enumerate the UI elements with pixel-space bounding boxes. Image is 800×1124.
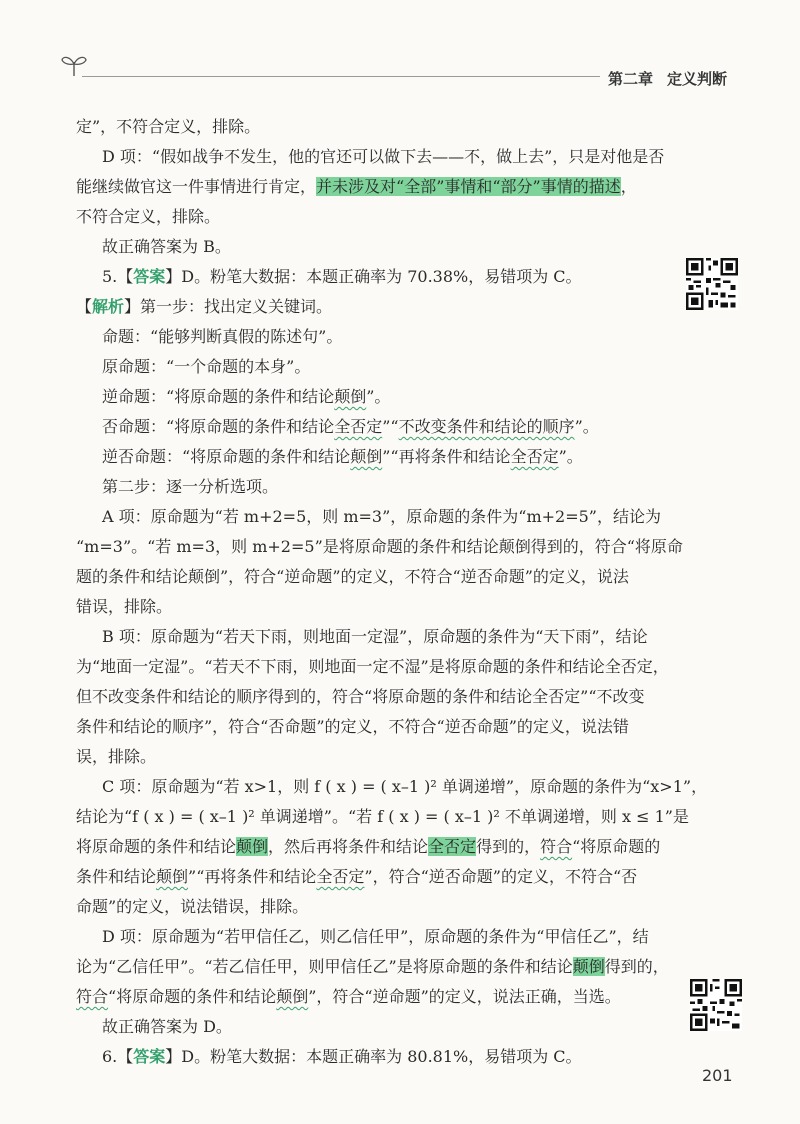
text-run: ”“再将条件和结论 [382,447,511,466]
text-run: D 项：原命题为“若甲信任乙，则乙信任甲”，原命题的条件为“甲信任乙”，结 [102,927,649,946]
page-header [0,0,800,100]
text-run: 题的条件和结论颠倒”，符合“逆命题”的定义，不符合“逆否命题”的定义，说法 [76,567,629,586]
text-run: 原命题：“一个命题的本身”。 [102,357,311,376]
text-line [102,1012,232,1042]
text-line [76,802,689,832]
text-run: 否命题：“将原命题的条件和结论 [102,417,335,436]
wavy-underline: 符合 [76,987,109,1006]
qr-code-icon[interactable] [686,258,738,310]
text-run: 得到的， [604,957,669,976]
label-tag: 答案 [133,1047,166,1066]
text-run: 命题”的定义，说法错误，排除。 [76,897,309,916]
text-run: 5.【 [102,267,134,286]
text-line [76,562,629,592]
text-run: B 项：原命题为“若天下雨，则地面一定湿”，原命题的条件为“天下雨”，结论 [102,627,648,646]
wavy-underline: 全否定 [334,417,383,436]
text-run: ”，符合“逆否命题”的定义，不符合“否 [364,867,638,886]
text-line [76,532,683,562]
section-title: 定义判断 [667,70,728,88]
text-run: ”“ [382,417,399,436]
text-line [102,442,583,472]
text-line [76,652,669,682]
text-run: 故正确答案为 B。 [102,237,231,256]
text-run: ”，符合“逆命题”的定义，说法正确，当选。 [308,987,621,1006]
text-line [76,952,669,982]
qr-code-icon[interactable] [690,979,742,1031]
text-run: C 项：原命题为“若 x>1，则 f ( x ) = ( x–1 )² 单调递增”，原命题的条件为“x>1”， [102,777,708,796]
wavy-underline: 颠倒 [276,987,309,1006]
text-line [76,112,260,142]
text-run: 结论为“f ( x ) = ( x–1 )² 单调递增”。“若 f ( x ) = ( x–1 )² 不单调递增，则 x ≤ 1”是 [76,807,689,826]
text-run: D 项：“假如战争不发生，他的官还可以做下去——不，做上去”，只是对他是否 [102,147,665,166]
wavy-underline: 不改变条件和结论的顺序 [398,417,575,436]
text-line [102,472,278,502]
text-line [102,382,390,412]
text-run: ”“再将条件和结论 [188,867,317,886]
text-run: “m=3”。“若 m=3，则 m+2=5”是将原命题的条件和结论颠倒得到的，符合“将原命 [76,537,683,556]
text-run: 【 [76,297,93,316]
text-run: 6.【 [102,1047,134,1066]
text-line [76,742,156,772]
text-run: 但不改变条件和结论的顺序得到的，符合“将原命题的条件和结论全否定”“不改变 [76,687,645,706]
text-line [102,772,707,802]
text-line [76,202,220,232]
text-run: 误，排除。 [76,747,157,766]
chapter-title [608,68,727,89]
text-run: 逆命题：“将原命题的条件和结论 [102,387,335,406]
text-run: 论为“乙信任甲”。“若乙信任甲，则甲信任乙”是将原命题的条件和结论 [76,957,573,976]
text-run: ”。 [574,417,599,436]
text-run: 错误，排除。 [76,597,173,616]
text-run: 为“地面一定湿”。“若天不下雨，则地面一定不湿”是将原命题的条件和结论全否定， [76,657,669,676]
text-run: ”。 [558,447,583,466]
chapter-number: 第二章 [608,70,654,88]
text-run: 】第一步：找出定义关键词。 [124,297,333,316]
text-run: “将原命题的条件和结论 [108,987,277,1006]
text-line [76,172,637,202]
text-run: 条件和结论 [76,867,157,886]
wavy-underline: 颠倒 [334,387,367,406]
text-line [76,892,308,922]
text-run: 定”，不符合定义，排除。 [76,117,261,136]
highlight: 全否定 [428,837,477,856]
header-rule [82,76,600,77]
page-number: 201 [702,1066,733,1085]
text-line [102,322,342,352]
text-line [102,622,648,652]
text-line [76,862,637,892]
highlight: 颠倒 [236,837,269,856]
text-run: 第二步：逐一分析选项。 [102,477,279,496]
highlight: 并未涉及对“全部”事情和“部分”事情的描述 [316,177,621,196]
text-run: 】D。粉笔大数据：本题正确率为 70.38%，易错项为 C。 [165,267,582,286]
text-line [76,682,645,712]
label-tag: 答案 [133,267,166,286]
text-line [102,262,582,292]
text-run: ，然后再将条件和结论 [268,837,429,856]
text-line [102,1042,582,1072]
text-run: 能继续做官这一件事情进行肯定， [76,177,317,196]
text-run: 将原命题的条件和结论 [76,837,237,856]
text-line [76,832,660,862]
wavy-underline: 符合 [540,837,573,856]
text-run: 条件和结论的顺序”，符合“否命题”的定义，不符合“逆否命题”的定义，说法错 [76,717,629,736]
text-line [102,352,310,382]
wavy-underline: 全否定 [316,867,365,886]
text-line [76,592,172,622]
text-run: 命题：“能够判断真假的陈述句”。 [102,327,343,346]
text-run: “将原命题的 [572,837,661,856]
wavy-underline: 颠倒 [156,867,189,886]
highlight: 颠倒 [572,957,605,976]
text-line [102,412,599,442]
text-run: ”。 [366,387,391,406]
text-line [76,292,332,322]
label-tag: 解析 [92,297,125,316]
text-run: 得到的， [476,837,541,856]
text-line [102,922,649,952]
text-run: 不符合定义，排除。 [76,207,221,226]
text-line [102,502,661,532]
wavy-underline: 全否定 [510,447,559,466]
text-run: A 项：原命题为“若 m+2=5，则 m=3”，原命题的条件为“m+2=5”，结论为 [102,507,661,526]
text-line [102,232,231,262]
text-line [102,142,664,172]
text-run: ， [620,177,637,196]
text-line [76,712,629,742]
wavy-underline: 颠倒 [350,447,383,466]
text-run: 】D。粉笔大数据：本题正确率为 80.81%，易错项为 C。 [165,1047,582,1066]
text-run: 故正确答案为 D。 [102,1017,232,1036]
text-run: 逆否命题：“将原命题的条件和结论 [102,447,351,466]
text-line [76,982,621,1012]
sprout-icon [60,52,88,78]
